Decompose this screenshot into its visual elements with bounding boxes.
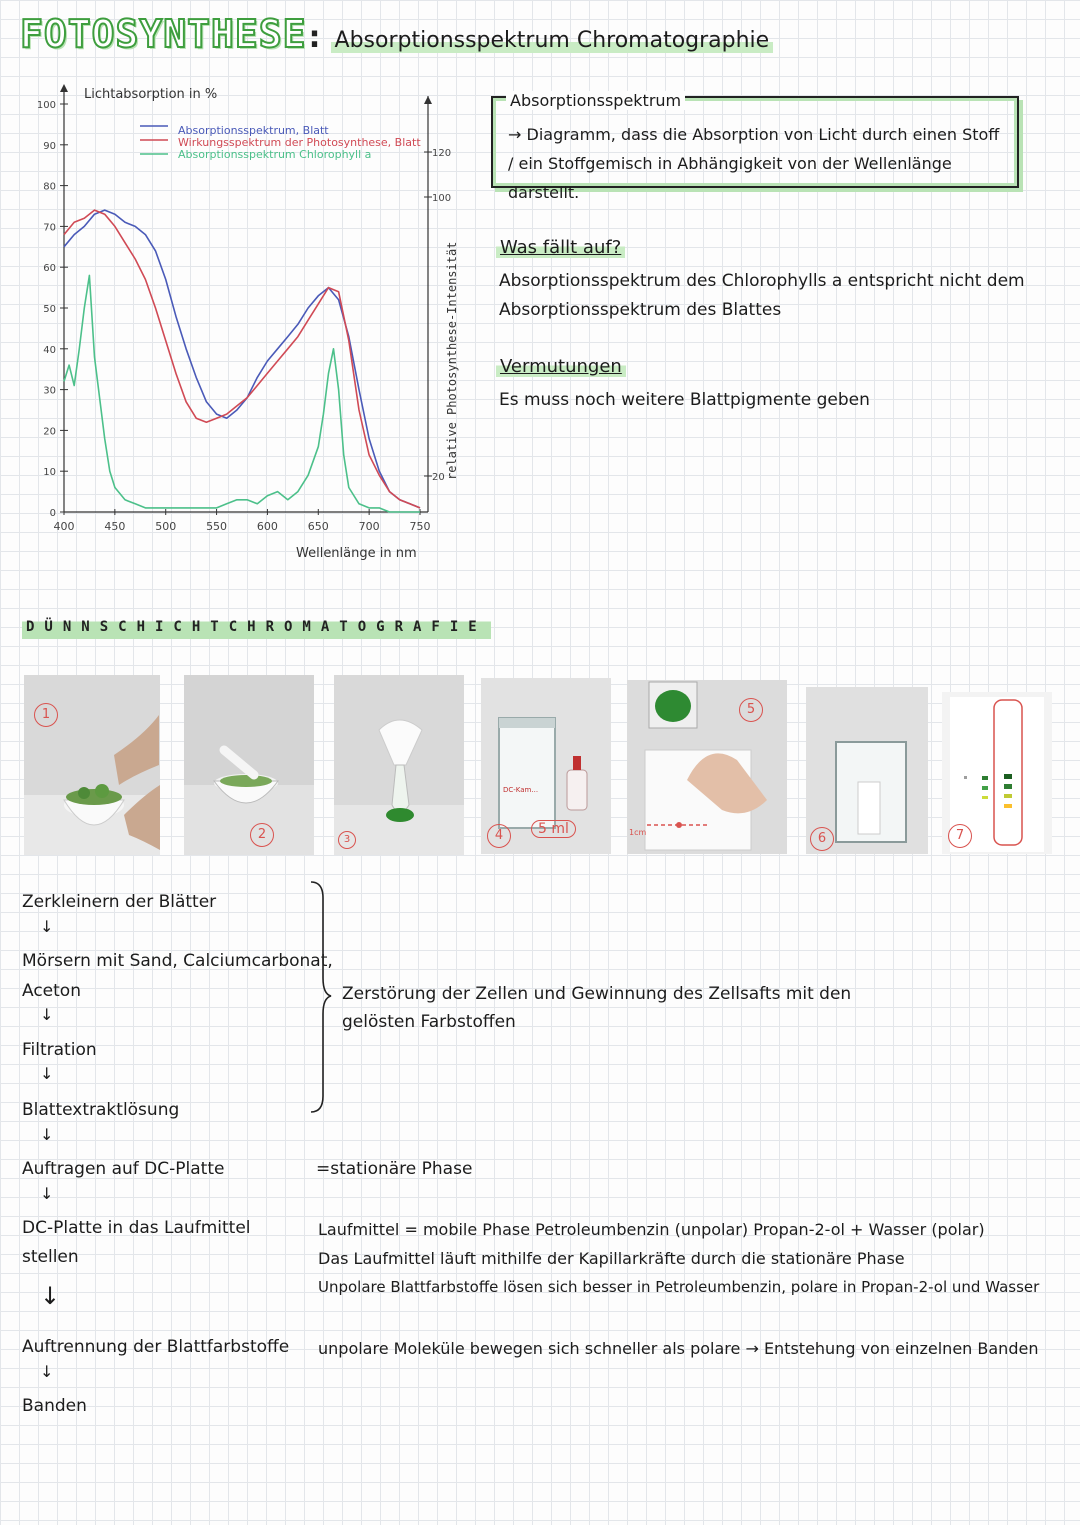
desc-cell-destruction-2: gelösten Farbstoffen [342,1012,516,1032]
desc-band-formation: unpolare Moleküle bewegen sich schneller als polare → Entstehung von einzelnen Banden [318,1339,1039,1358]
x-tick-label: 650 [307,520,329,533]
photo-step-6 [806,687,928,854]
chart-y2label: relative Photosynthese-Intensität [445,241,459,480]
step-plate-solvent-2: stellen [22,1247,79,1267]
y2-tick-label: 120 [432,148,452,159]
photo-step-1 [24,675,160,855]
y-tick-label: 70 [43,222,56,234]
step-badge-3: 3 [338,831,356,849]
y2-tick-label: 20 [432,472,445,483]
y-tick-label: 0 [49,508,56,519]
series-line-1 [64,210,420,508]
x-tick-label: 600 [256,520,278,533]
definition-heading: Absorptionsspektrum [506,91,685,110]
observation-text-1: Absorptionsspektrum des Chlorophylls a entspricht nicht dem [499,271,1025,291]
step-badge-7: 7 [948,824,972,848]
step-badge-4: 4 [487,824,511,848]
y-tick-label: 60 [43,263,56,275]
photo-5-illustration [627,680,787,854]
flow-arrow-7: ↓ [40,1362,54,1381]
flow-arrow-4: ↓ [40,1125,54,1144]
y-tick-label: 90 [43,140,56,152]
photo-3-illustration [334,675,464,855]
desc-stationary-phase: =stationäre Phase [316,1159,473,1179]
flow-arrow-5: ↓ [40,1184,54,1203]
step-badge-2: 2 [250,823,274,847]
hypothesis-text: Es muss noch weitere Blattpigmente geben [499,390,870,410]
section-title-chromatography: DÜNNSCHICHTCHROMATOGRAFIE [22,617,491,639]
photo-2-illustration [184,675,314,855]
y-tick-label: 10 [43,467,56,479]
flow-arrow-1: ↓ [40,917,54,936]
desc-capillary: Das Laufmittel läuft mithilfe der Kapillarkräfte durch die stationäre Phase [318,1249,905,1268]
x-tick-label: 750 [409,520,431,533]
y2-axis-arrow [424,96,432,104]
y-tick-label: 50 [43,304,56,315]
photo-step-4 [481,678,611,854]
distance-note: 1cm [629,828,647,837]
x-tick-label: 550 [206,520,228,533]
chart-ylabel: Lichtabsorption in % [84,87,218,102]
photo-step-7 [942,692,1052,854]
y-tick-label: 100 [36,100,56,111]
chart-series [64,210,420,512]
desc-cell-destruction: Zerstörung der Zellen und Gewinnung des Zellsafts mit den [342,984,852,1004]
hypothesis-heading: Vermutungen [496,356,626,377]
photo-1-illustration [24,675,160,855]
observation-text-2: Absorptionsspektrum des Blattes [499,300,782,320]
step-separation: Auftrennung der Blattfarbstoffe [22,1337,290,1357]
chamber-label: DC-Kam... [503,786,539,794]
photo-step-3 [334,675,464,855]
step-badge-6: 6 [810,827,834,851]
title-colon: : [308,20,321,55]
step-grind-acetone: Aceton [22,981,81,1001]
title-subtitle: Absorptionsspektrum Chromatographie [331,28,774,53]
desc-mobile-phase: Laufmittel = mobile Phase Petroleumbenzin (unpolar) Propan-2-ol + Wasser (polar) [318,1220,985,1239]
title-main: FOTOSYNTHESE [20,12,307,56]
chart-legend [140,124,421,161]
x-tick-label: 450 [104,520,126,533]
observation-heading: Was fällt auf? [496,237,625,258]
volume-note: 5 ml [531,820,576,838]
legend-label-red: Wirkungsspektrum der Photosynthese, Blatt [178,136,421,149]
legend-label-blue: Absorptionsspektrum, Blatt [178,124,329,137]
y-tick-label: 30 [43,385,56,397]
x-tick-label: 700 [358,520,380,533]
step-badge-5: 5 [739,698,763,722]
y-tick-label: 20 [43,426,56,438]
step-plate-solvent: DC-Platte in das Laufmittel [22,1218,251,1238]
y-tick-label: 40 [43,344,56,356]
chart-xlabel: Wellenlänge in nm [296,546,417,561]
series-line-0 [64,210,420,508]
step-grind: Mörsern mit Sand, Calciumcarbonat, [22,951,333,971]
step-badge-1: 1 [34,703,58,727]
x-tick-label: 500 [155,520,177,533]
definition-text: → Diagramm, dass die Absorption von Licht durch einen Stoff / ein Stoffgemisch in Abhängigkeit von der Wellenlänge darstellt. [508,125,1000,202]
desc-solubility: Unpolare Blattfarbstoffe lösen sich besser in Petroleumbenzin, polare in Propan-2-ol und Wasser [318,1278,1040,1296]
series-line-2 [64,275,420,512]
step-crush-leaves: Zerkleinern der Blätter [22,892,217,912]
step-extract: Blattextraktlösung [22,1100,180,1120]
y-axis-arrow [60,84,68,92]
legend-label-green: Absorptionsspektrum Chlorophyll a [178,148,372,161]
photo-step-2 [184,675,314,855]
y2-tick-label: 100 [432,193,452,204]
absorption-chart [0,0,480,570]
photo-step-5 [627,680,787,854]
x-tick-label: 400 [53,520,75,533]
chart-svg [0,0,480,570]
flow-arrow-3: ↓ [40,1064,54,1083]
flow-arrow-6: ↓ [40,1282,61,1310]
step-filtration: Filtration [22,1040,97,1060]
step-bands: Banden [22,1396,87,1416]
curly-brace [305,878,335,1118]
flow-arrow-2: ↓ [40,1005,54,1024]
y-tick-label: 80 [43,181,56,193]
step-apply: Auftragen auf DC-Platte [22,1159,225,1179]
